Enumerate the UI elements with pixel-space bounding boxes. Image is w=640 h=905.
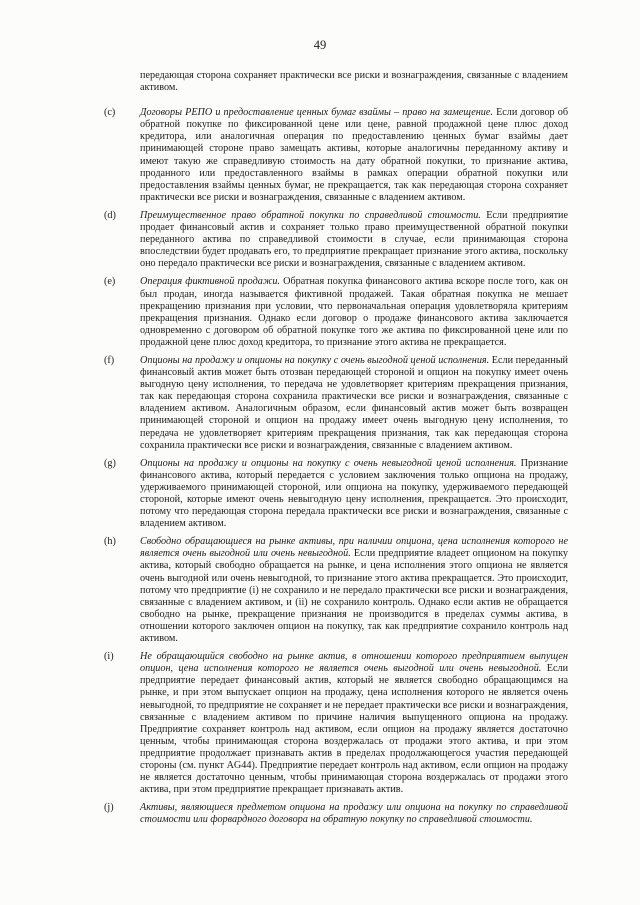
item-text xyxy=(140,802,568,826)
item-label: (j) xyxy=(104,802,114,814)
list-item-h xyxy=(104,536,568,645)
item-text xyxy=(140,536,568,645)
item-label: (i) xyxy=(104,651,114,663)
item-text xyxy=(140,210,568,270)
item-body: Обратная покупка финансового актива вскоре после того, как он был продан, иногда называется фиктивной продажей. Такая обратная покупка не мешает прекращению признания при условии, что первоначальная операция удовлетворяла критериям прекращения признания. Однако если договор о продаже финансового актива заключается одновременно с договором об обратной покупке того же актива по фиксированной цене или по продажной цене плюс доход кредитора, то признание этого актива не прекращается. xyxy=(140,276,569,348)
item-label: (h) xyxy=(104,536,116,548)
list-item-j xyxy=(104,802,568,826)
list-item-g xyxy=(104,458,568,531)
item-label: (e) xyxy=(104,276,116,288)
item-label: (f) xyxy=(104,354,115,366)
item-title: Активы, являющиеся предметом опциона на продажу или опциона на покупку по справедливой стоимости или форвардного договора на обратную покупку по справедливой стоимости. xyxy=(140,802,568,826)
item-body: Если переданный финансовый актив может быть отозван передающей стороной и опцион на покупку имеет очень выгодную цену исполнения, то передача не удовлетворяет критериям прекращения признания, так как передающая сторона сохранила практически все риски и вознаграждения, связанные с владением активом. Аналогичным образом, если финансовый актив может быть возвращен принимающей стороной и опцион на продажу имеет очень выгодную цену исполнения, то передача не удовлетворяет критериям прекращения признания, так как передающая сторона сохранила практически все риски и вознаграждения, связанные с владением активом. xyxy=(140,354,569,451)
item-text xyxy=(140,458,568,531)
item-body: Если предприятие владеет опционом на покупку актива, который свободно обращается на рынке, и цена исполнения этого опциона не является очень выгодной или очень невыгодной, то признание этого актива прекращается. Это происходит, потому что предприятие (i) не сохранило и не передало практически все риски и вознаграждения, связанные с владением активом, и (ii) не сохранило контроль. Однако если актив не обращается свободно на рынке, прекращение признания не производится в пределах суммы актива, в отношении которого заключен опцион на покупку, так как предприятие сохранило контроль над активом. xyxy=(140,548,569,645)
item-body: Если предприятие продает финансовый актив и сохраняет только право преимущественной обратной покупки переданного актива по справедливой стоимости в случае, если принимающая сторона впоследствии будет продавать его, то предприятие прекращает признание этого актива, поскольку оно передало практически все риски и вознаграждения, связанные с владением активом. xyxy=(140,209,569,270)
item-title: Свободно обращающиеся на рынке активы, при наличии опциона, цена исполнения которого не является очень выгодной или очень невыгодной. xyxy=(140,536,568,560)
list-item-i xyxy=(104,651,568,796)
item-label: (g) xyxy=(104,457,116,469)
list-item-e xyxy=(104,276,568,349)
list-item-c xyxy=(104,107,568,204)
continuation-paragraph: передающая сторона сохраняет практически все риски и вознаграждения, связанные с владением активом. xyxy=(140,70,568,94)
item-text xyxy=(140,651,568,796)
item-title: Опционы на продажу и опционы на покупку с очень выгодной ценой исполнения. xyxy=(140,354,490,366)
item-text xyxy=(140,355,568,452)
item-text xyxy=(140,107,568,204)
item-title: Операция фиктивной продажи. xyxy=(140,276,280,288)
list-item-d xyxy=(104,210,568,270)
item-title: Опционы на продажу и опционы на покупку с очень невыгодной ценой исполнения. xyxy=(140,457,517,469)
item-title: Не обращающийся свободно на рынке актив, в отношении которого предприятием выпущен опцион, цена исполнения которого не является очень выгодной или очень невыгодной. xyxy=(140,651,568,675)
item-text xyxy=(140,276,568,349)
item-label: (c) xyxy=(104,107,116,119)
item-body: Признание финансового актива, который передается с условием заключения только опциона на продажу, удерживаемого принимающей стороной, или опциона на покупку, удерживаемого передающей стороной, которые имеют очень невыгодную цену исполнения, прекращается. Это происходит, потому что передающая сторона передала практически все риски и вознаграждения, связанные с владением активом. xyxy=(140,457,568,530)
item-body: Если предприятие передает финансовый актив, который не является свободно обращающимся на рынке, и при этом выпускает опцион на продажу, цена исполнения которого не является очень невыгодной, то предприятие не сохраняет и не передает практически все риски и вознаграждения, связанные с владением активом по причине наличия выпущенного опциона на продажу. Предприятие сохраняет контроль над активом, если опцион на продажу является достаточно ценным, чтобы принимающая сторона воздержалась от продажи этого актива, и при этом предприятие продолжает признавать актив в пределах продолжающегося участия передающей стороны (см. пункт AG44). Предприятие передает контроль над активом, если опцион на продажу не является достаточно ценным, чтобы принимающая сторона воздержалась от продажи этого актива, при этом предприятие прекращает признавать актив. xyxy=(140,663,569,796)
item-title: Преимущественное право обратной покупки по справедливой стоимости. xyxy=(140,209,481,221)
item-body: Если договор об обратной покупке по фиксированной цене или цене, равной продажной цене плюс доход кредитора, или аналогичная операция по предоставлению ценных бумаг взаймы дает принимающей стороне право замещать активы, которые аналогичны переданному активу и имеют такую же справедливую стоимость на дату обратной покупки, то признание актива, проданного или предоставленного взаймы в рамках операции обратной покупки или предоставления взаймы ценных бумаг, не прекращается, так как передающая сторона сохраняет практически все риски и вознаграждения, связанные с владением активом. xyxy=(140,107,569,203)
list-item-f xyxy=(104,355,568,452)
page-number: 49 xyxy=(313,38,327,52)
item-label: (d) xyxy=(104,209,116,221)
item-title: Договоры РЕПО и предоставление ценных бумаг взаймы – право на замещение. xyxy=(140,107,493,119)
document-body xyxy=(104,70,568,826)
